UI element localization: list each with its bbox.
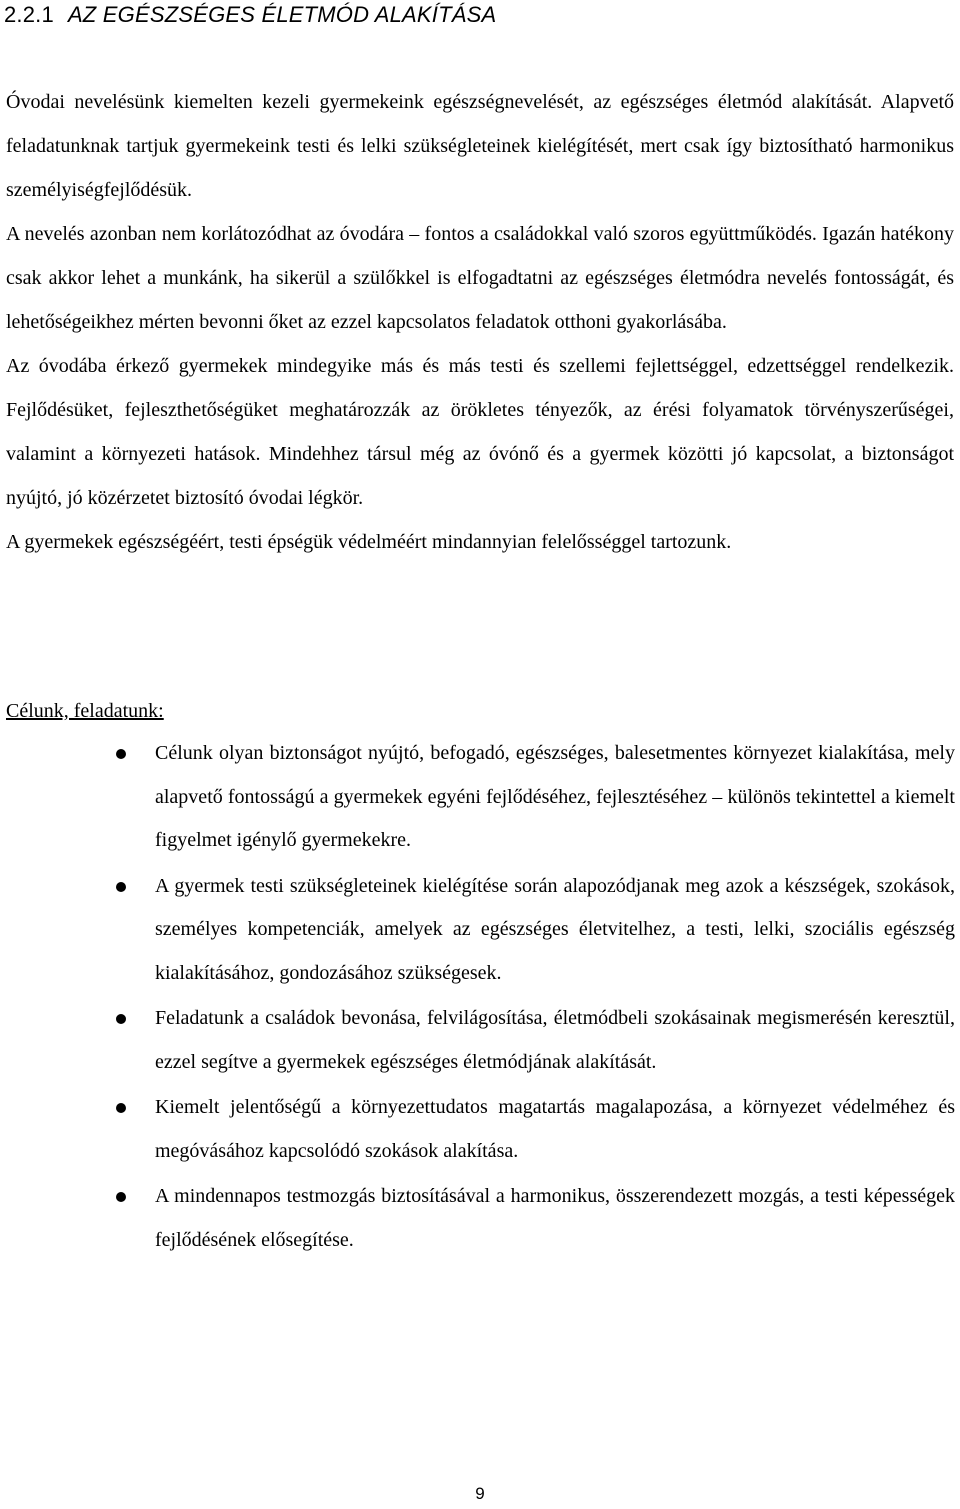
body-text [6,80,954,564]
list-item-text: A mindennapos testmozgás biztosításával a harmonikus, összerendezett mozgás, a testi képességek fejlődésének elősegítése. [155,1185,955,1251]
section-number: 2.2.1 [4,2,54,27]
page-number: 9 [475,1484,485,1503]
paragraph: A nevelés azonban nem korlátozódhat az óvodára – fontos a családokkal való szoros együttműködés. Igazán hatékony csak akkor lehet a munkánk, ha sikerül a szülőkkel is elfogadtatni az egészséges életmódra nevelés fontosságát, és lehetőségeikhez mérten bevonni őket az ezzel kapcsolatos feladatok otthoni gyakorlásába. [6,223,954,333]
list-item [0,1175,955,1262]
list-item [0,865,955,996]
section-title: AZ EGÉSZSÉGES ÉLETMÓD ALAKÍTÁSA [67,2,497,27]
bullet-icon [116,1014,126,1024]
goals-list [0,732,960,1264]
list-item [0,997,955,1084]
paragraph: A gyermekek egészségéért, testi épségük védelméért mindannyian felelősséggel tartozunk. [6,531,732,553]
paragraph: Óvodai nevelésünk kiemelten kezeli gyermekeink egészségnevelését, az egészséges életmód alakítását. Alapvető feladatunknak tartjuk gyermekeink testi és lelki szükségleteinek kielégítését, mert csak így biztosítható harmonikus személyiségfejlődésük. [6,91,954,201]
bullet-icon [116,1103,126,1113]
list-item [0,732,955,863]
goals-heading: Célunk, feladatunk: [6,700,164,722]
section-heading [4,2,496,28]
bullet-icon [116,1192,126,1202]
paragraph: Az óvodába érkező gyermekek mindegyike más és más testi és szellemi fejlettséggel, edzettséggel rendelkezik. Fejlődésüket, fejleszthetőségüket meghatározzák az örökletes tényezők, az érési folyamatok törvényszerűségei, valamint a környezeti hatások. Mindehhez társul még az óvónő és a gyermek közötti jó kapcsolat, a biztonságot nyújtó, jó közérzetet biztosító óvodai légkör. [6,355,954,509]
list-item-text: Célunk olyan biztonságot nyújtó, befogadó, egészséges, balesetmentes környezet kialakítása, mely alapvető fontosságú a gyermekek egyéni fejlődéséhez, fejlesztéséhez – különös tekintettel a kiemelt figyelmet igénylő gyermekekre. [155,742,955,851]
list-item-text: A gyermek testi szükségleteinek kielégítése során alapozódjanak meg azok a készségek, szokások, személyes kompetenciák, amelyek az egészséges életvitelhez, a testi, lelki, szociális egészség kialakításához, gondozásához szükségesek. [155,874,955,984]
list-item [0,1086,955,1173]
list-item-text: Feladatunk a családok bevonása, felvilágosítása, életmódbeli szokásainak megismerésén keresztül, ezzel segítve a gyermekek egészséges életmódjának alakítását. [155,1007,955,1073]
bullet-icon [116,749,126,759]
bullet-icon [116,882,126,892]
list-item-text: Kiemelt jelentőségű a környezettudatos magatartás magalapozása, a környezet védelméhez és megóvásához kapcsolódó szokások alakítása. [155,1096,955,1162]
